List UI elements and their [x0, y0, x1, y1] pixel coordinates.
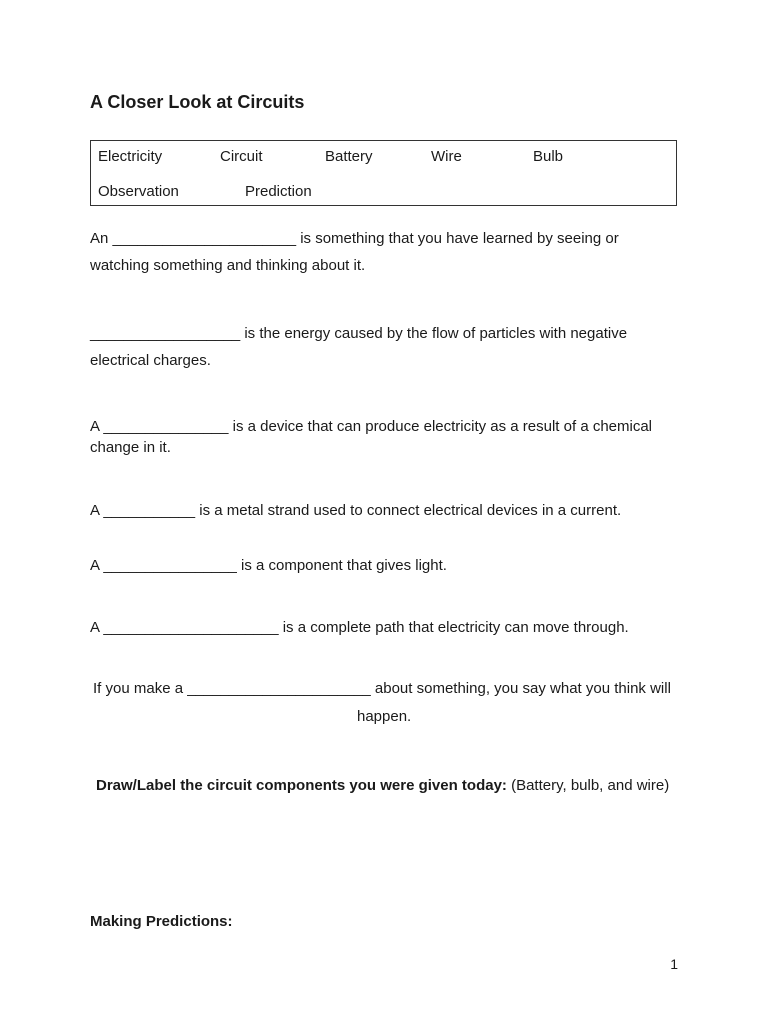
page-title: A Closer Look at Circuits: [90, 92, 305, 112]
question-observation-line1: An ______________________ is something that you have learned by seeing or: [90, 230, 619, 247]
word-bank-battery: Battery: [325, 148, 373, 165]
draw-label-instruction: [96, 772, 669, 799]
question-battery-line2: change in it.: [90, 439, 171, 456]
word-bank-observation: Observation: [98, 183, 179, 200]
word-bank-wire: Wire: [431, 148, 462, 165]
draw-label-normal: (Battery, bulb, and wire): [506, 777, 670, 794]
question-circuit-line1: A _____________________ is a complete path that electricity can move through.: [90, 619, 629, 636]
question-bulb-line1: A ________________ is a component that gives light.: [90, 557, 447, 574]
question-wire-line1: A ___________ is a metal strand used to connect electrical devices in a current.: [90, 502, 622, 519]
question-observation-line2: watching something and thinking about it.: [90, 257, 366, 274]
word-bank-prediction: Prediction: [245, 183, 312, 200]
draw-label-bold: Draw/Label the circuit components you were given today:: [96, 777, 507, 794]
question-electricity-line1: __________________ is the energy caused by the flow of particles with negative: [90, 325, 628, 342]
word-bank-circuit: Circuit: [220, 148, 263, 165]
question-battery-line1: A _______________ is a device that can produce electricity as a result of a chemical: [90, 418, 653, 435]
making-predictions-heading: Making Predictions:: [90, 913, 233, 930]
page-number: 1: [670, 956, 678, 972]
word-bank-box: [90, 140, 677, 206]
question-electricity-line2: electrical charges.: [90, 352, 211, 369]
question-prediction-line1: If you make a ______________________ about something, you say what you think will: [93, 680, 671, 697]
word-bank-bulb: Bulb: [533, 148, 564, 165]
word-bank-electricity: Electricity: [98, 148, 163, 165]
question-prediction-line2: happen.: [357, 708, 412, 725]
